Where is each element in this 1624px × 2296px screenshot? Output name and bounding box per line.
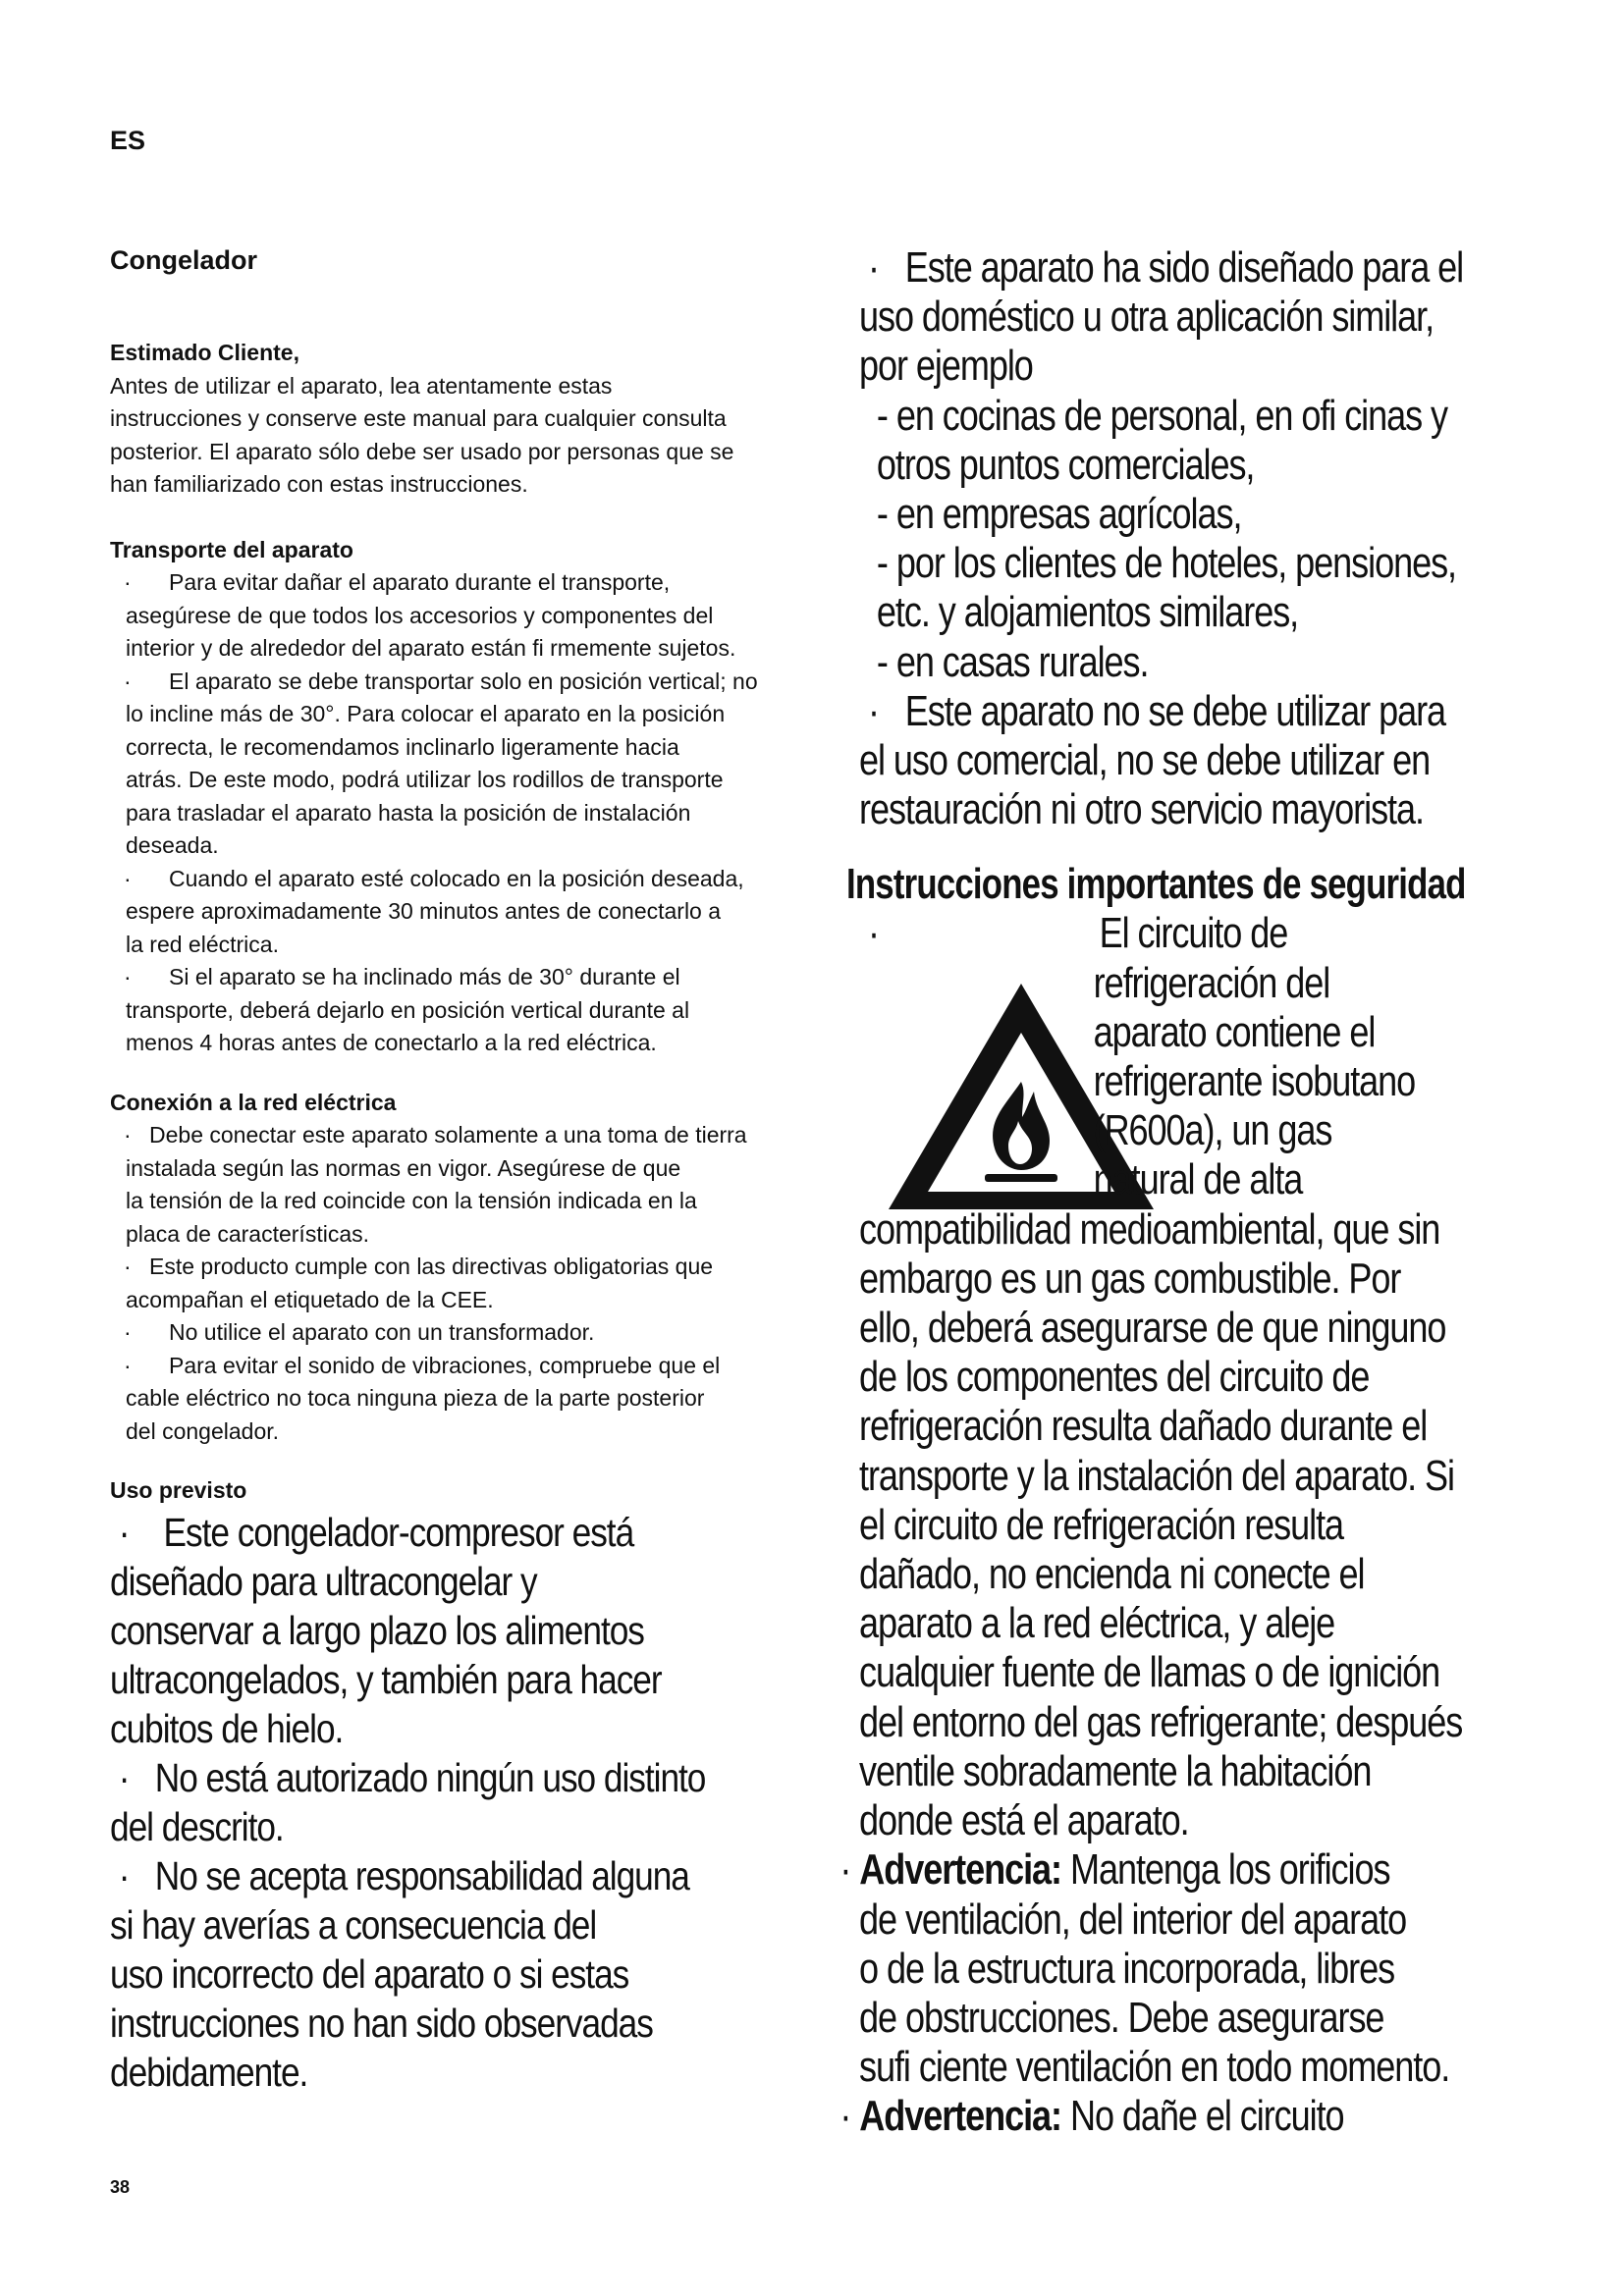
line: el uso comercial, no se debe utilizar en — [859, 736, 1431, 785]
bullet-icon: · — [110, 1852, 155, 1898]
line: el circuito de refrigeración resulta — [859, 1500, 1344, 1549]
language-code: ES — [110, 126, 146, 155]
line: lo incline más de 30°. Para colocar el aparato en la posición — [126, 701, 726, 726]
line: la tensión de la red coincide con la tensión indicada en la — [126, 1188, 697, 1213]
line: embargo es un gas combustible. Por — [859, 1254, 1401, 1303]
line: · Advertencia: No dañe el circuito — [839, 2092, 1344, 2141]
line: dañado, no encienda ni conecte el — [859, 1550, 1365, 1599]
warning-label: Advertencia: — [859, 1845, 1061, 1895]
line: No utilice el aparato con un transformador. — [169, 1319, 595, 1345]
bullet-icon: · — [124, 569, 132, 595]
line: cable eléctrico no toca ninguna pieza de la parte posterior — [126, 1385, 705, 1411]
line: - en casas rurales. — [876, 637, 1149, 686]
line: uso doméstico u otra aplicación similar, — [859, 293, 1435, 342]
line: de los componentes del circuito de — [859, 1353, 1370, 1402]
bullet-icon: · — [859, 686, 905, 735]
line: acompañan el etiquetado de la CEE. — [126, 1286, 494, 1312]
safety-text — [839, 909, 1551, 2141]
line: refrigeración del — [1093, 958, 1330, 1007]
electric-heading: Conexión a la red eléctrica — [110, 1089, 397, 1115]
line: debidamente. — [110, 2049, 308, 2095]
bullet-icon: · — [839, 2092, 860, 2141]
line: transporte y la instalación del aparato. Si — [859, 1451, 1454, 1500]
line: Cuando el aparato esté colocado en la posición deseada, — [169, 865, 744, 891]
bullet-icon: · — [124, 667, 132, 694]
greeting-line: Antes de utilizar el aparato, lea atentamente estas — [110, 372, 613, 399]
line: interior y de alrededor del aparato están fi rmemente sujetos. — [126, 635, 736, 661]
use-items — [110, 1508, 802, 2097]
list-item — [110, 1251, 809, 1316]
line: de ventilación, del interior del aparato — [859, 1895, 1407, 1944]
greeting-line: posterior. El aparato sólo debe ser usado por personas que se — [110, 438, 734, 464]
line: instalada según las normas en vigor. Asegúrese de que — [126, 1154, 681, 1181]
line: · Este aparato ha sido diseñado para el — [859, 243, 1464, 292]
line: (R600a), un gas — [1093, 1106, 1332, 1155]
bullet-icon: · — [110, 1509, 164, 1555]
line: · El circuito de — [859, 909, 1288, 958]
bullet-icon: · — [839, 1845, 860, 1895]
warning-label: Advertencia: — [859, 2092, 1061, 2141]
line: - en cocinas de personal, en ofi cinas y — [876, 391, 1448, 440]
line: si hay averías a consecuencia del — [110, 1901, 597, 1948]
bullet-icon: · — [124, 1254, 132, 1279]
greeting-line: instrucciones y conserve este manual para cualquier consulta — [110, 405, 727, 431]
line: - por los clientes de hoteles, pensiones, — [876, 539, 1457, 588]
line: placa de características. — [126, 1220, 370, 1247]
bullet-icon: · — [124, 1122, 132, 1148]
bullet-icon: · — [859, 909, 879, 958]
list-item — [110, 1316, 809, 1350]
document-title: Congelador — [110, 245, 258, 275]
line: Si el aparato se ha inclinado más de 30° durante el — [169, 964, 680, 989]
line: · Este congelador-compresor está — [110, 1509, 634, 1555]
line: del entorno del gas refrigerante; después — [859, 1697, 1463, 1746]
line: · Advertencia: Mantenga los orificios — [839, 1845, 1390, 1895]
line: sufi ciente ventilación en todo momento. — [859, 2043, 1450, 2092]
line: cubitos de hielo. — [110, 1705, 344, 1751]
line: de obstrucciones. Debe asegurarse — [859, 1993, 1384, 2042]
greeting-line: han familiarizado con estas instrucciones. — [110, 471, 528, 497]
line: · Este aparato no se debe utilizar para — [859, 686, 1446, 735]
line: restauración ni otro servicio mayorista. — [859, 785, 1424, 834]
line: etc. y alojamientos similares, — [876, 588, 1299, 637]
bullet-icon: · — [110, 1754, 155, 1800]
line: donde está el aparato. — [859, 1796, 1189, 1845]
left-column — [110, 243, 809, 2097]
greeting-heading: Estimado Cliente, — [110, 340, 299, 365]
line: aparato a la red eléctrica, y aleje — [859, 1599, 1335, 1648]
line: El aparato se debe transportar solo en posición vertical; no — [169, 667, 758, 694]
line: deseada. — [126, 832, 219, 858]
line: instrucciones no han sido observadas — [110, 2000, 653, 2046]
intro-items — [859, 243, 1551, 834]
list-item — [110, 566, 809, 666]
line: Para evitar dañar el aparato durante el transporte, — [169, 569, 671, 595]
page-number: 38 — [110, 2177, 131, 2197]
line: diseñado para ultracongelar y — [110, 1558, 537, 1604]
line: ello, deberá asegurarse de que ninguno — [859, 1304, 1446, 1353]
electric-section — [110, 1087, 809, 1449]
line: conservar a largo plazo los alimentos — [110, 1607, 644, 1653]
line: correcta, le recomendamos inclinarlo ligeramente hacia — [126, 733, 679, 760]
line: natural de alta — [1093, 1155, 1303, 1204]
bullet-icon: · — [124, 964, 132, 989]
line: espere aproximadamente 30 minutos antes de conectarlo a — [126, 898, 722, 924]
line: refrigerante isobutano — [1093, 1057, 1416, 1106]
right-column — [839, 243, 1537, 2142]
line: · No se acepta responsabilidad alguna — [110, 1852, 689, 1898]
line: Este producto cumple con las directivas obligatorias que — [149, 1254, 714, 1279]
line: para trasladar el aparato hasta la posición de instalación — [126, 799, 691, 826]
bullet-icon: · — [859, 243, 905, 292]
bullet-icon: · — [124, 1352, 132, 1378]
bullet-icon: · — [124, 1319, 132, 1345]
line: cualquier fuente de llamas o de ignición — [859, 1648, 1440, 1697]
line: menos 4 horas antes de conectarlo a la red eléctrica. — [126, 1030, 657, 1055]
line: - en empresas agrícolas, — [876, 490, 1242, 539]
transport-section — [110, 534, 809, 1060]
list-item — [110, 863, 809, 962]
line: compatibilidad medioambiental, que sin — [859, 1204, 1440, 1254]
list-item — [110, 961, 809, 1060]
line: del descrito. — [110, 1803, 284, 1849]
line: por ejemplo — [859, 342, 1033, 391]
line: Debe conectar este aparato solamente a una toma de tierra — [149, 1122, 747, 1148]
list-item — [110, 1119, 809, 1251]
use-heading: Uso previsto — [110, 1477, 247, 1503]
line: Para evitar el sonido de vibraciones, compruebe que el — [169, 1352, 721, 1378]
line: ventile sobradamente la habitación — [859, 1746, 1372, 1795]
line: otros puntos comerciales, — [876, 440, 1255, 489]
transport-heading: Transporte del aparato — [110, 536, 353, 562]
line: uso incorrecto del aparato o si estas — [110, 1950, 629, 1997]
line: asegúrese de que todos los accesorios y componentes del — [126, 602, 714, 628]
safety-heading: Instrucciones importantes de seguridad — [846, 860, 1466, 909]
line: o de la estructura incorporada, libres — [859, 1944, 1395, 1993]
use-section — [110, 1474, 809, 2097]
line: refrigeración resulta dañado durante el — [859, 1402, 1428, 1451]
list-item — [110, 1350, 809, 1449]
line: aparato contiene el — [1093, 1007, 1376, 1056]
line: atrás. De este modo, podrá utilizar los rodillos de transporte — [126, 767, 724, 792]
line: · No está autorizado ningún uso distinto — [110, 1754, 706, 1800]
safety-block — [839, 909, 1537, 2141]
list-item — [110, 666, 809, 863]
line: del congelador. — [126, 1417, 280, 1444]
greeting-section — [110, 337, 809, 502]
line: transporte, deberá dejarlo en posición vertical durante al — [126, 996, 690, 1023]
line: ultracongelados, y también para hacer — [110, 1656, 662, 1702]
bullet-icon: · — [124, 865, 132, 891]
line: la red eléctrica. — [126, 931, 279, 957]
